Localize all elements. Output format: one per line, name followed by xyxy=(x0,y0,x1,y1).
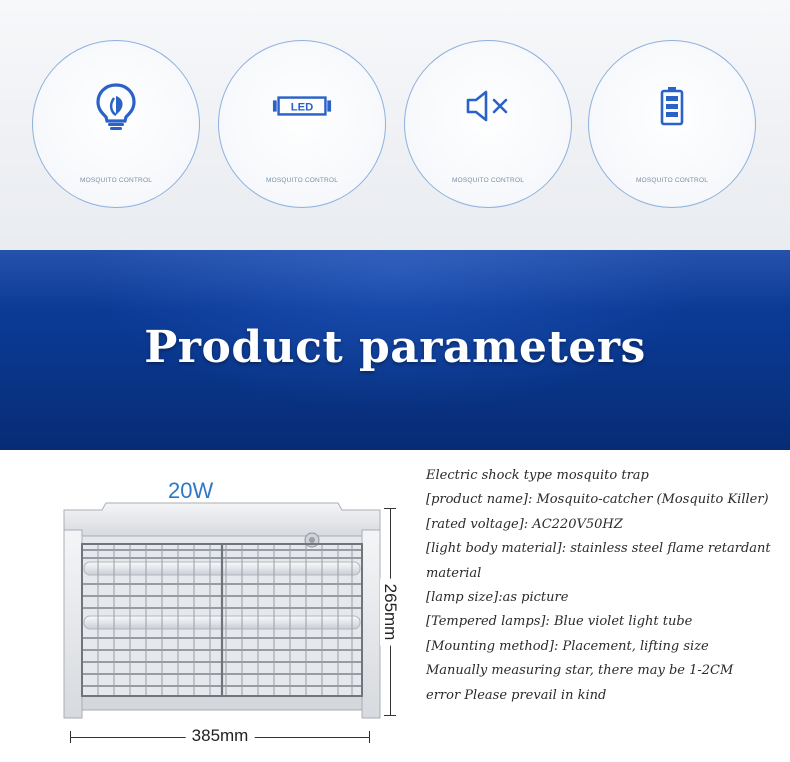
feature-caption: MOSQUITO CONTROL xyxy=(79,177,153,184)
height-label: 265mm xyxy=(380,579,400,646)
feature-caption: MOSQUITO CONTROL xyxy=(635,177,709,184)
feature-circle xyxy=(218,40,386,208)
param-line: [Mounting method]: Placement, lifting size Manually measuring star, there may be 1-2CM error Please prevail in kind xyxy=(426,638,734,703)
led-icon-text: LED xyxy=(290,101,314,114)
param-line: [light body material]: stainless steel flame retardant material xyxy=(426,541,771,581)
param-line: [product name]: Mosquito-catcher (Mosquito Killer) xyxy=(426,492,769,508)
feature-circle xyxy=(32,40,200,208)
height-dimension xyxy=(378,508,402,716)
features-section xyxy=(0,0,790,250)
battery-icon xyxy=(642,81,702,131)
width-label: 385mm xyxy=(186,726,255,746)
feature-circle xyxy=(588,40,756,208)
feature-caption: MOSQUITO CONTROL xyxy=(265,177,339,184)
mute-speaker-icon xyxy=(458,81,518,131)
power-label: 20W xyxy=(168,478,214,503)
banner xyxy=(0,250,790,450)
banner-title: Product parameters xyxy=(144,322,646,373)
parameters-list xyxy=(426,464,771,708)
feature-caption: MOSQUITO CONTROL xyxy=(451,177,525,184)
lightbulb-leaf-icon xyxy=(86,81,146,131)
param-line: [Tempered lamps]: Blue violet light tube xyxy=(426,614,693,630)
feature-circle xyxy=(404,40,572,208)
led-tube-icon xyxy=(272,81,332,131)
param-line: [rated voltage]: AC220V50HZ xyxy=(426,516,623,532)
product-image xyxy=(62,500,382,720)
param-line: [lamp size]:as picture xyxy=(426,590,569,606)
param-line: Electric shock type mosquito trap xyxy=(426,468,649,483)
width-dimension xyxy=(70,727,370,745)
